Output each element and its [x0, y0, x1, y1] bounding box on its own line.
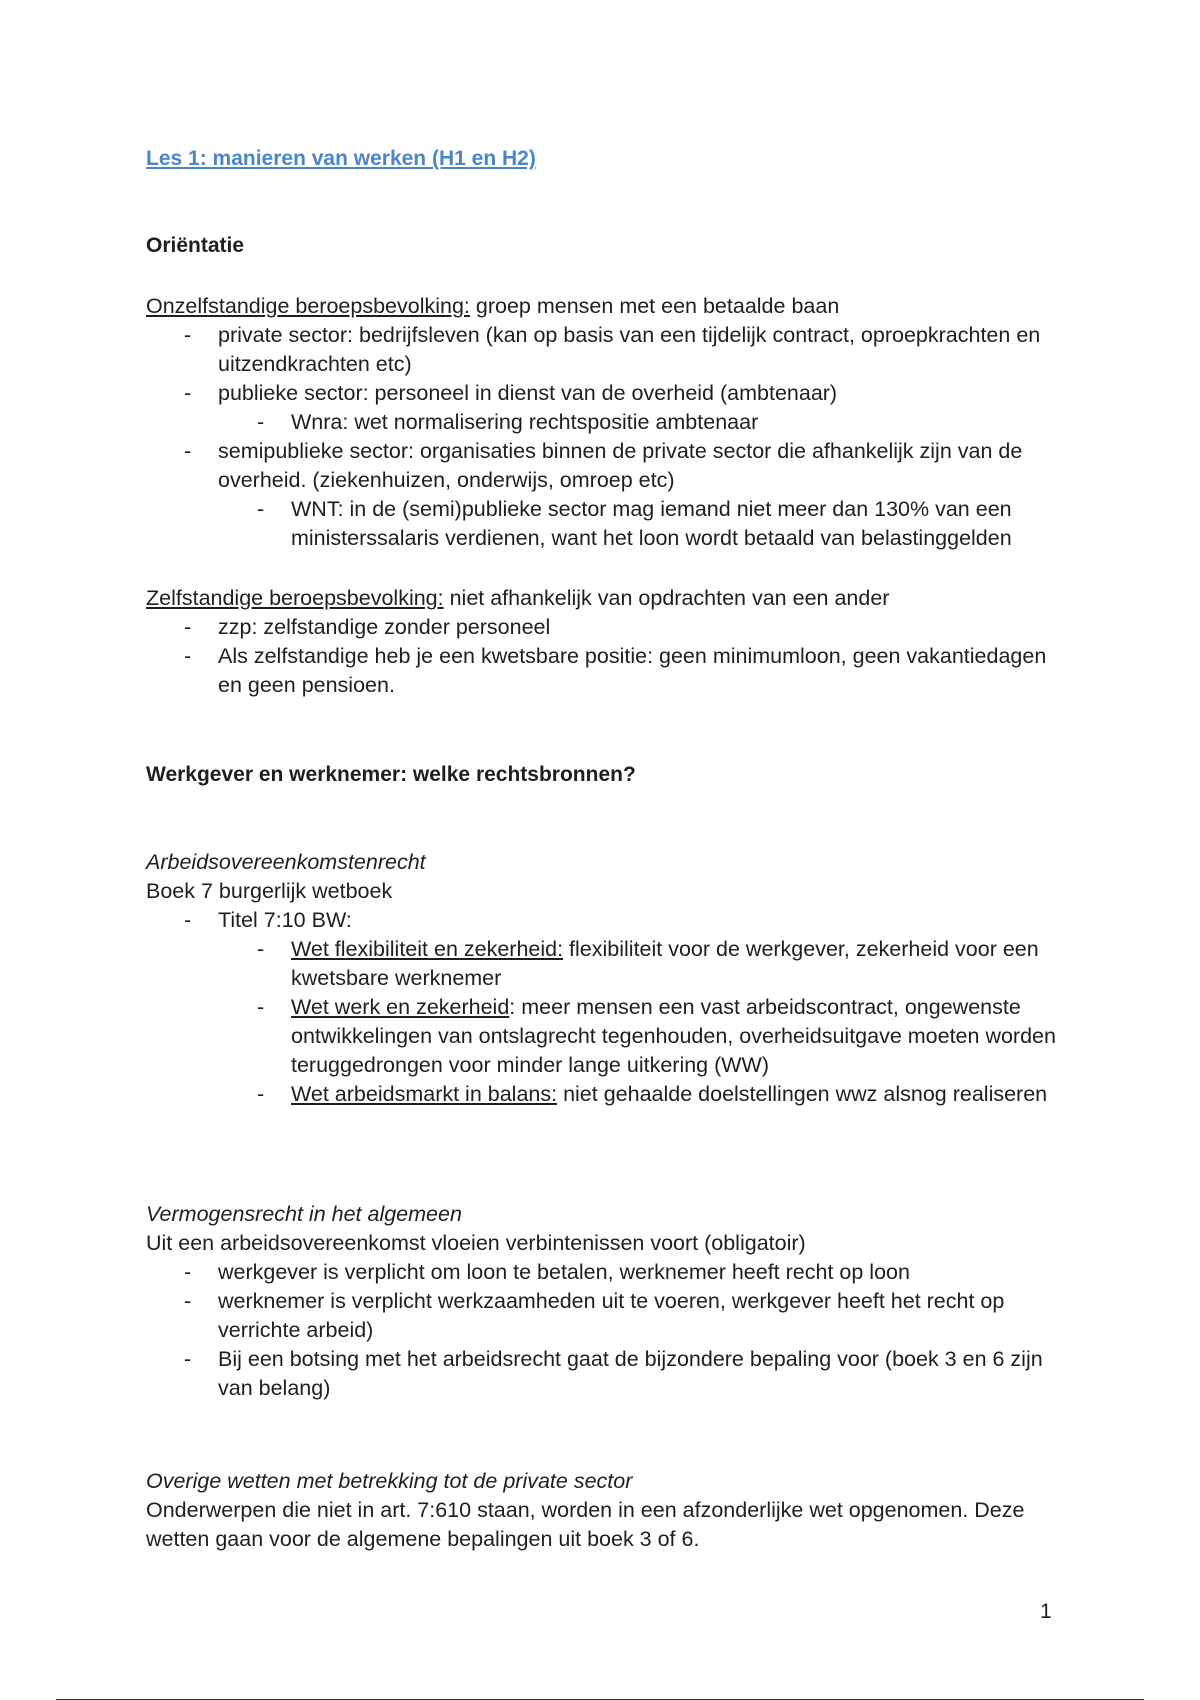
list-item-nested: - Wnra: wet normalisering rechtspositie ambtenaar — [257, 410, 759, 434]
wet-def: : meer mensen een vast arbeidscontract, ongewenste ontwikkelingen van ontslagrecht tegenhouden, overheidsuitgave moeten worden teruggedrongen voor minder lange uitkering (WW) — [291, 995, 1056, 1077]
list-item-text: publieke sector: personeel in dienst van de overheid (ambtenaar) — [218, 381, 838, 405]
subheading-overige-wetten: Overige wetten met betrekking tot de private sector — [146, 1469, 633, 1493]
list-item-nested: - Wet flexibiliteit en zekerheid: flexibiliteit voor de werkgever, zekerheid voor een kwetsbare werknemer — [257, 937, 1039, 990]
list-item: - Als zelfstandige heb je een kwetsbare positie: geen minimumloon, geen vakantiedagen en geen pensioen. — [184, 644, 1047, 697]
list-item-text: werknemer is verplicht werkzaamheden uit te voeren, werkgever heeft het recht op verrichte arbeid) — [218, 1289, 1005, 1342]
list-item-text: Wnra: wet normalisering rechtspositie ambtenaar — [291, 410, 759, 434]
list-item: - Bij een botsing met het arbeidsrecht gaat de bijzondere bepaling voor (boek 3 en 6 zijn van belang) — [184, 1347, 1043, 1400]
list-item: - semipublieke sector: organisaties binnen de private sector die afhankelijk zijn van de overheid. (ziekenhuizen, onderwijs, omroep etc) — [184, 439, 1023, 492]
overige-text: Onderwerpen die niet in art. 7:610 staan, worden in een afzonderlijke wet opgenomen. Deze wetten gaan voor de algemene bepalingen uit boek 3 of 6. — [146, 1498, 1025, 1551]
list-item-text: Bij een botsing met het arbeidsrecht gaat de bijzondere bepaling voor (boek 3 en 6 zijn van belang) — [218, 1347, 1043, 1400]
onzelfstandige-list — [146, 321, 1066, 553]
list-item-text: private sector: bedrijfsleven (kan op basis van een tijdelijk contract, oproepkrachten en uitzendkrachten etc) — [218, 323, 1041, 376]
arbeid-list — [146, 906, 1066, 1109]
onzelfstandige-block — [146, 292, 1066, 553]
list-item-nested: - WNT: in de (semi)publieke sector mag iemand niet meer dan 130% van een ministerssalaris verdienen, want het loon wordt betaald van belastinggelden — [257, 497, 1012, 550]
list-item-text: WNT: in de (semi)publieke sector mag iemand niet meer dan 130% van een ministerssalaris verdienen, want het loon wordt betaald van belastinggelden — [291, 497, 1012, 550]
section-heading-rechtsbronnen: Werkgever en werknemer: welke rechtsbronnen? — [146, 763, 636, 786]
overige-wetten-block — [146, 1467, 1066, 1554]
list-item-text: werkgever is verplicht om loon te betalen, werknemer heeft recht op loon — [218, 1260, 910, 1284]
onzelfstandige-def: groep mensen met een betaalde baan — [469, 294, 840, 318]
list-item: - werkgever is verplicht om loon te betalen, werknemer heeft recht op loon — [184, 1260, 910, 1284]
vermogen-list — [146, 1258, 1066, 1403]
list-item-text: Als zelfstandige heb je een kwetsbare positie: geen minimumloon, geen vakantiedagen en geen pensioen. — [218, 644, 1047, 697]
onzelfstandige-definition — [146, 292, 1066, 321]
list-item-text: zzp: zelfstandige zonder personeel — [218, 615, 551, 639]
wet-term: Wet arbeidsmarkt in balans: — [291, 1082, 558, 1106]
list-item-nested: - Wet arbeidsmarkt in balans: niet gehaalde doelstellingen wwz alsnog realiseren — [257, 1082, 1048, 1106]
arbeidsovereenkomstenrecht-block — [146, 848, 1066, 1109]
vermogensrecht-block — [146, 1200, 1066, 1403]
wet-term: Wet flexibiliteit en zekerheid: — [291, 937, 564, 961]
wet-def: flexibiliteit voor de werkgever, zekerheid voor een kwetsbare werknemer — [291, 937, 1039, 990]
wet-def: niet gehaalde doelstellingen wwz alsnog realiseren — [557, 1082, 1048, 1106]
section-heading-orientatie: Oriëntatie — [146, 234, 245, 257]
onzelfstandige-term: Onzelfstandige beroepsbevolking: — [146, 294, 470, 318]
list-item: - zzp: zelfstandige zonder personeel — [184, 615, 551, 639]
page-number: 1 — [1040, 1600, 1052, 1623]
zelfstandige-term: Zelfstandige beroepsbevolking: — [146, 586, 444, 610]
zelfstandige-block — [146, 584, 1066, 700]
zelfstandige-definition — [146, 584, 1066, 613]
list-item-text: semipublieke sector: organisaties binnen de private sector die afhankelijk zijn van de overheid. (ziekenhuizen, onderwijs, omroep etc) — [218, 439, 1023, 492]
list-item: - publieke sector: personeel in dienst van de overheid (ambtenaar) — [184, 381, 838, 405]
arbeid-intro: Boek 7 burgerlijk wetboek — [146, 879, 393, 903]
list-item: - werknemer is verplicht werkzaamheden uit te voeren, werkgever heeft het recht op verrichte arbeid) — [184, 1289, 1005, 1342]
subheading-vermogensrecht: Vermogensrecht in het algemeen — [146, 1202, 462, 1226]
document-title: Les 1: manieren van werken (H1 en H2) — [146, 147, 536, 170]
list-item: - Titel 7:10 BW: — [184, 908, 352, 932]
zelfstandige-def: niet afhankelijk van opdrachten van een ander — [443, 586, 890, 610]
wet-term: Wet werk en zekerheid — [291, 995, 510, 1019]
zelfstandige-list — [146, 613, 1066, 700]
list-item-nested: - Wet werk en zekerheid: meer mensen een vast arbeidscontract, ongewenste ontwikkelingen van ontslagrecht tegenhouden, overheidsuitgave moeten worden teruggedrongen voor minder lange uitkering (WW) — [257, 995, 1056, 1077]
list-item: - private sector: bedrijfsleven (kan op basis van een tijdelijk contract, oproepkrachten en uitzendkrachten etc) — [184, 323, 1041, 376]
subheading-arbeidsovereenkomstenrecht: Arbeidsovereenkomstenrecht — [146, 850, 426, 874]
list-item-text: Titel 7:10 BW: — [218, 908, 352, 932]
vermogen-intro: Uit een arbeidsovereenkomst vloeien verbintenissen voort (obligatoir) — [146, 1231, 806, 1255]
